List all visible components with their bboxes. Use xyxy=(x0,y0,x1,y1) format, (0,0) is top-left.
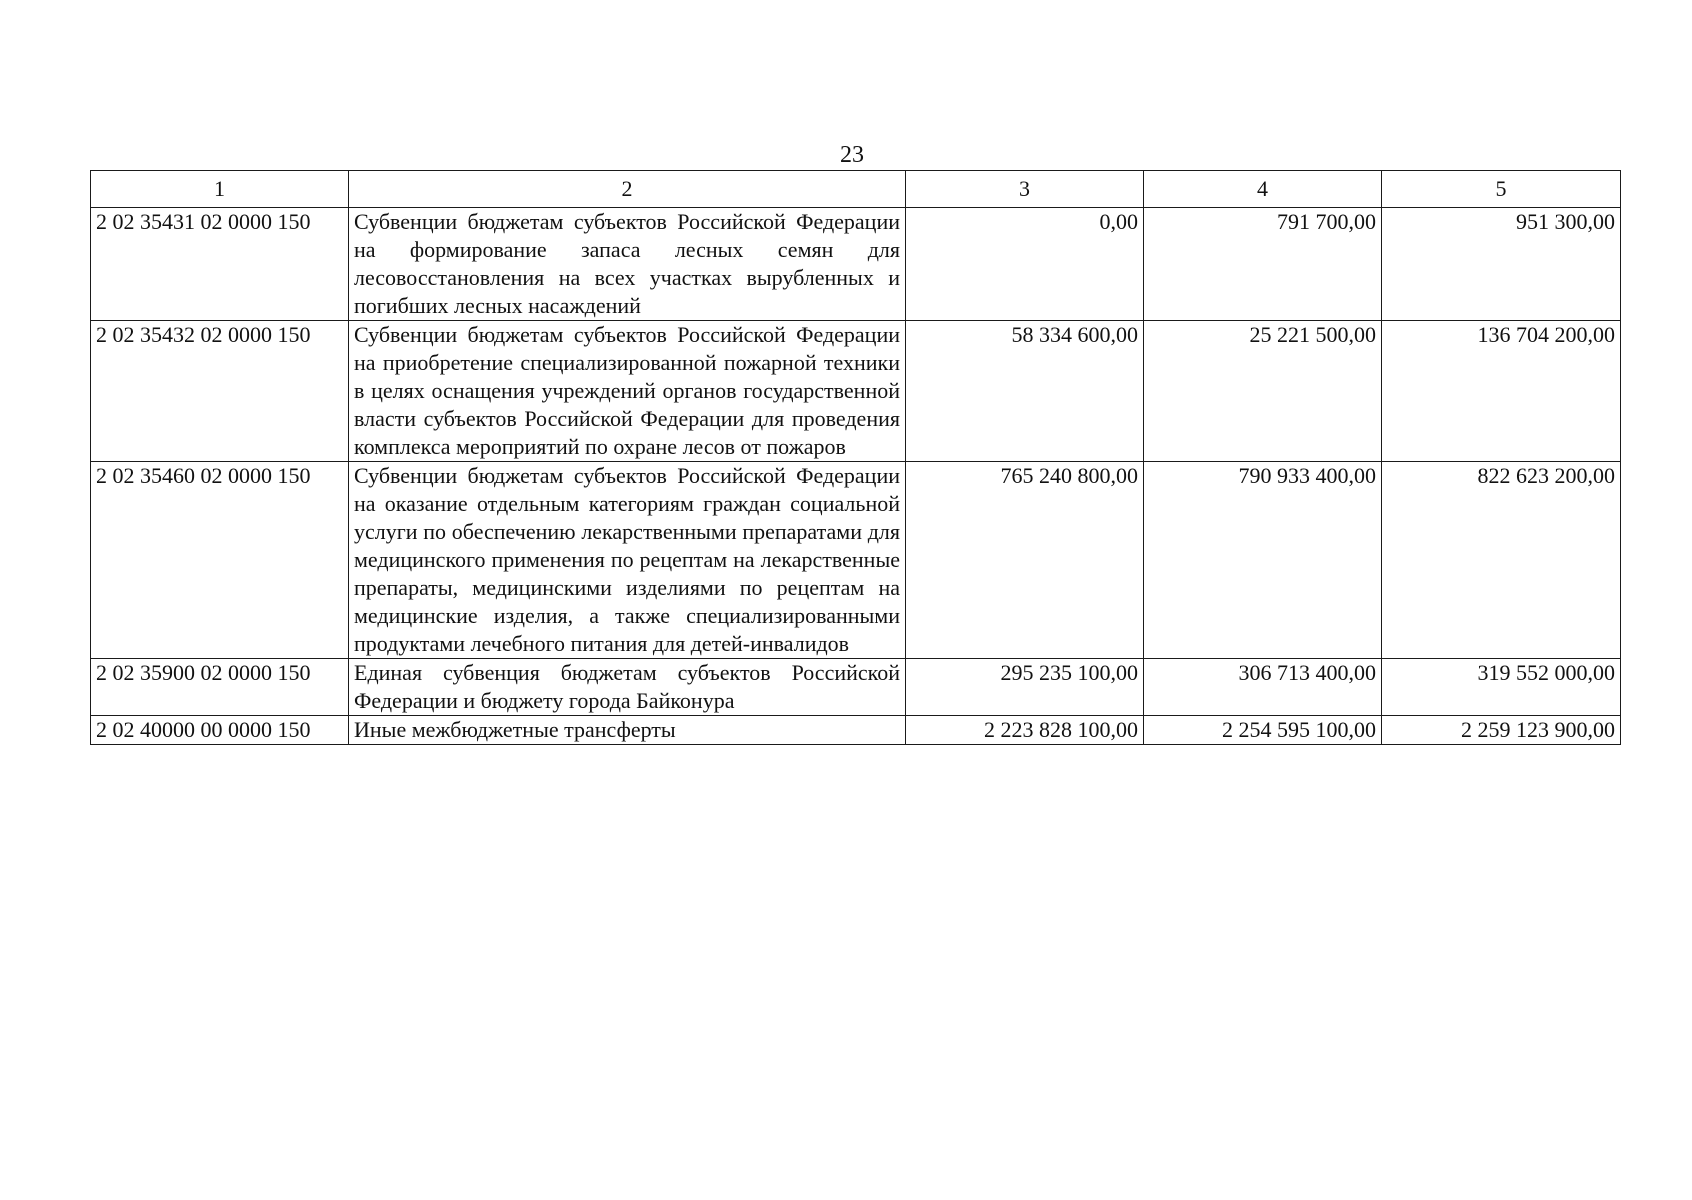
budget-table xyxy=(90,170,1621,745)
budget-code-cell: 2 02 35431 02 0000 150 xyxy=(91,208,349,321)
amount-col4-cell: 25 221 500,00 xyxy=(1144,321,1382,462)
table-row xyxy=(91,208,1621,321)
budget-code-cell: 2 02 35900 02 0000 150 xyxy=(91,659,349,716)
table-row xyxy=(91,716,1621,745)
description-cell: Субвенции бюджетам субъектов Российской Федерации на оказание отдельным категориям граждан социальной услуги по обеспечению лекарственными препаратами для медицинского применения по рецептам на лекарственные препараты, медицинскими изделиями по рецептам на медицинские изделия, а также специализированными продуктами лечебного питания для детей-инвалидов xyxy=(349,462,906,659)
column-header-2: 2 xyxy=(349,171,906,208)
description-cell: Субвенции бюджетам субъектов Российской Федерации на приобретение специализированной пожарной техники в целях оснащения учреждений органов государственной власти субъектов Российской Федерации для проведения комплекса мероприятий по охране лесов от пожаров xyxy=(349,321,906,462)
table-row xyxy=(91,659,1621,716)
amount-col5-cell: 2 259 123 900,00 xyxy=(1382,716,1621,745)
column-header-1: 1 xyxy=(91,171,349,208)
amount-col4-cell: 2 254 595 100,00 xyxy=(1144,716,1382,745)
amount-col5-cell: 319 552 000,00 xyxy=(1382,659,1621,716)
amount-col5-cell: 136 704 200,00 xyxy=(1382,321,1621,462)
budget-code-cell: 2 02 35432 02 0000 150 xyxy=(91,321,349,462)
description-cell: Субвенции бюджетам субъектов Российской Федерации на формирование запаса лесных семян для лесовосстановления на всех участках вырубленных и погибших лесных насаждений xyxy=(349,208,906,321)
column-header-4: 4 xyxy=(1144,171,1382,208)
page-number: 23 xyxy=(840,142,864,168)
amount-col5-cell: 822 623 200,00 xyxy=(1382,462,1621,659)
amount-col4-cell: 791 700,00 xyxy=(1144,208,1382,321)
amount-col3-cell: 0,00 xyxy=(906,208,1144,321)
amount-col4-cell: 790 933 400,00 xyxy=(1144,462,1382,659)
budget-code-cell: 2 02 40000 00 0000 150 xyxy=(91,716,349,745)
amount-col3-cell: 765 240 800,00 xyxy=(906,462,1144,659)
amount-col4-cell: 306 713 400,00 xyxy=(1144,659,1382,716)
description-cell: Единая субвенция бюджетам субъектов Российской Федерации и бюджету города Байконура xyxy=(349,659,906,716)
table-row xyxy=(91,321,1621,462)
description-cell: Иные межбюджетные трансферты xyxy=(349,716,906,745)
column-header-5: 5 xyxy=(1382,171,1621,208)
amount-col3-cell: 58 334 600,00 xyxy=(906,321,1144,462)
amount-col3-cell: 295 235 100,00 xyxy=(906,659,1144,716)
table-header-row xyxy=(91,171,1621,208)
column-header-3: 3 xyxy=(906,171,1144,208)
table-row xyxy=(91,462,1621,659)
amount-col5-cell: 951 300,00 xyxy=(1382,208,1621,321)
amount-col3-cell: 2 223 828 100,00 xyxy=(906,716,1144,745)
budget-code-cell: 2 02 35460 02 0000 150 xyxy=(91,462,349,659)
